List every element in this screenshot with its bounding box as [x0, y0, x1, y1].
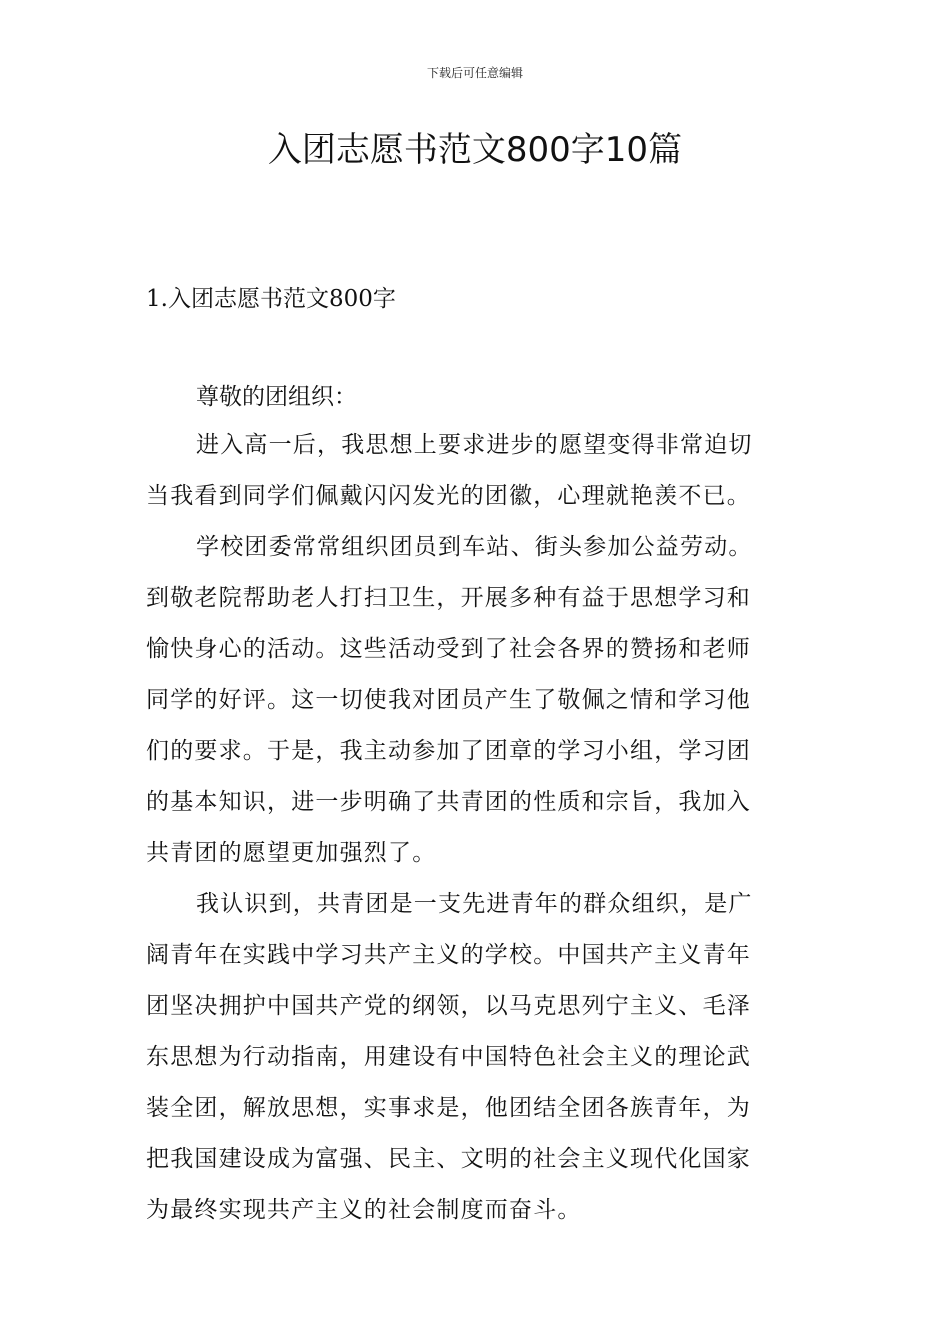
- section-heading: 1.入团志愿书范文800字: [146, 286, 396, 312]
- paragraph-1: [146, 425, 806, 527]
- paragraph-line: 团坚决拥护中国共产党的纲领，以马克思列宁主义、毛泽: [146, 993, 751, 1019]
- paragraph-line: 愉快身心的活动。这些活动受到了社会各界的赞扬和老师: [146, 636, 751, 662]
- paragraph-line: 进入高一后，我思想上要求进步的愿望变得非常迫切: [196, 432, 753, 458]
- document-title: 入团志愿书范文800字10篇: [267, 130, 683, 170]
- paragraph-line: 当我看到同学们佩戴闪闪发光的团徽，心理就艳羡不已。: [146, 483, 751, 509]
- paragraph-3: [146, 884, 806, 1241]
- header-note: 下载后可任意编辑: [426, 66, 523, 80]
- salutation: 尊敬的团组织：: [196, 384, 357, 410]
- paragraph-line: 我认识到，共青团是一支先进青年的群众组织，是广: [196, 891, 753, 917]
- paragraph-line: 阔青年在实践中学习共产主义的学校。中国共产主义青年: [146, 942, 751, 968]
- paragraph-line: 共青团的愿望更加强烈了。: [146, 840, 437, 866]
- paragraph-line: 装全团，解放思想，实事求是，他团结全团各族青年，为: [146, 1095, 751, 1121]
- paragraph-line: 东思想为行动指南，用建设有中国特色社会主义的理论武: [146, 1044, 751, 1070]
- paragraph-line: 同学的好评。这一切使我对团员产生了敬佩之情和学习他: [146, 687, 751, 713]
- paragraph-line: 们的要求。于是，我主动参加了团章的学习小组，学习团: [146, 738, 751, 764]
- paragraph-line: 为最终实现共产主义的社会制度而奋斗。: [146, 1197, 582, 1223]
- paragraph-line: 的基本知识，进一步明确了共青团的性质和宗旨，我加入: [146, 789, 751, 815]
- paragraph-line: 到敬老院帮助老人打扫卫生，开展多种有益于思想学习和: [146, 585, 751, 611]
- paragraph-line: 学校团委常常组织团员到车站、街头参加公益劳动。: [196, 534, 753, 560]
- paragraph-line: 把我国建设成为富强、民主、文明的社会主义现代化国家: [146, 1146, 751, 1172]
- letter-body: [146, 377, 806, 1241]
- paragraph-2: [146, 527, 806, 884]
